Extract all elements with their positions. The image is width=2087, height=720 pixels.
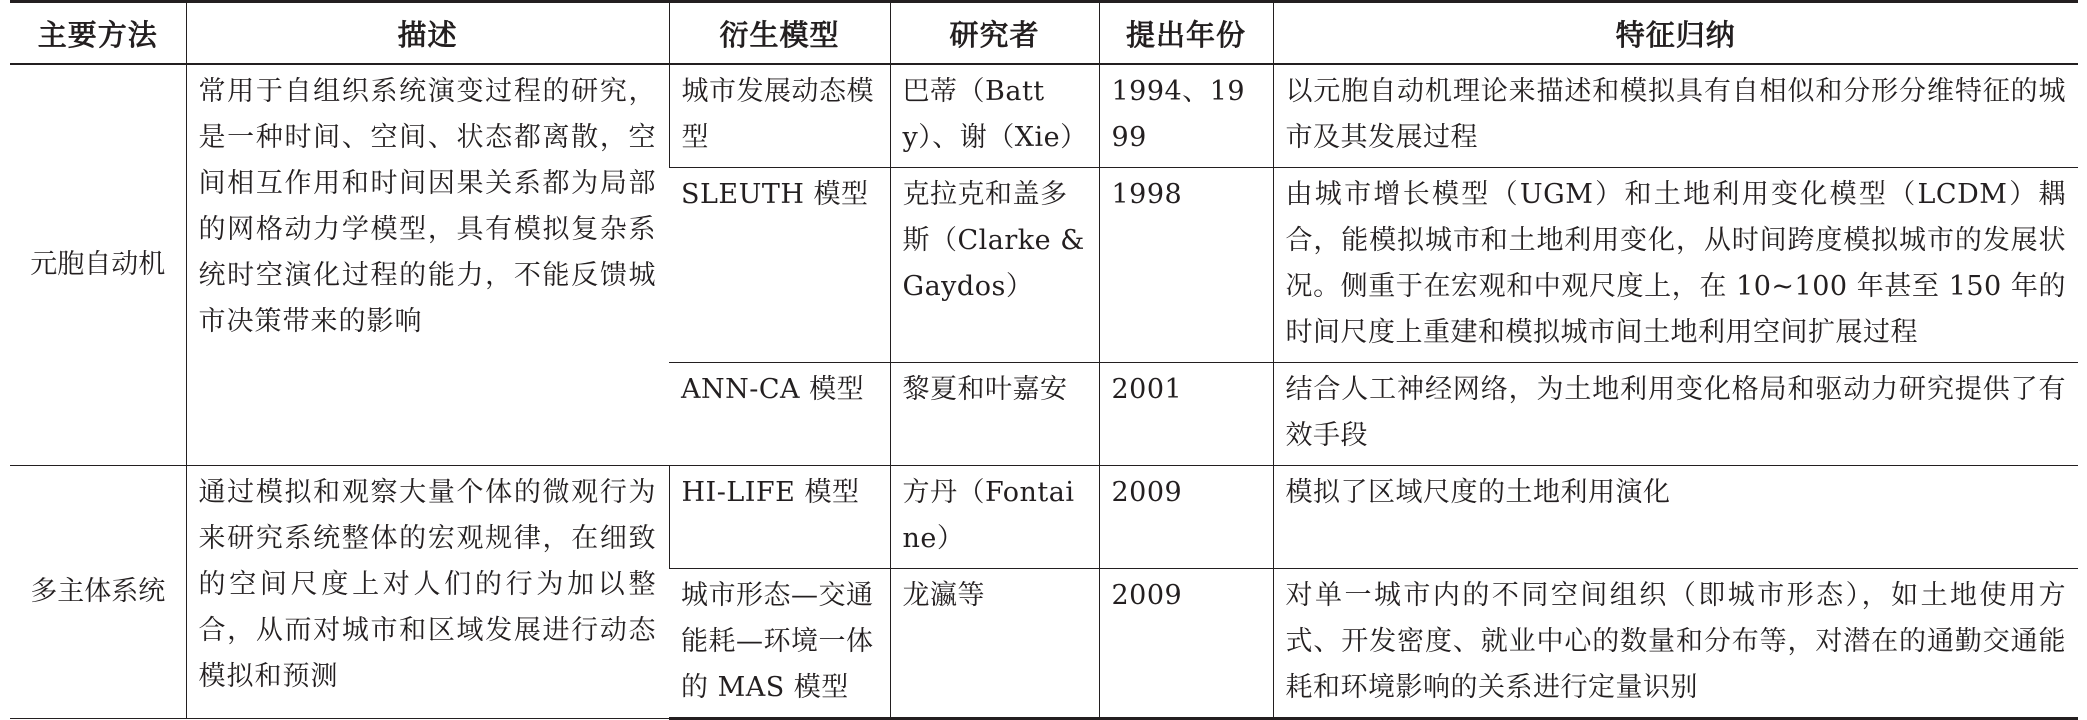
methods-table-container bbox=[10, 0, 2078, 719]
year-cell: 1994、1999 bbox=[1099, 64, 1273, 168]
features-cell: 对单一城市内的不同空间组织（即城市形态），如土地使用方式、开发密度、就业中心的数量和分布等，对潜在的通勤交通能耗和环境影响的关系进行定量识别 bbox=[1273, 569, 2078, 719]
method-cell: 元胞自动机 bbox=[10, 64, 186, 466]
header-year: 提出年份 bbox=[1099, 2, 1273, 65]
header-researcher: 研究者 bbox=[890, 2, 1099, 65]
year-cell: 2009 bbox=[1099, 466, 1273, 569]
model-cell: 城市形态—交通能耗—环境一体的 MAS 模型 bbox=[669, 569, 890, 719]
researcher-cell: 巴蒂（Batty）、谢（Xie） bbox=[890, 64, 1099, 168]
year-cell: 1998 bbox=[1099, 168, 1273, 363]
features-cell: 由城市增长模型（UGM）和土地利用变化模型（LCDM）耦合，能模拟城市和土地利用变化，从时间跨度模拟城市的发展状况。侧重于在宏观和中观尺度上，在 10~100 年甚至 150 年的时间尺度上重建和模拟城市间土地利用空间扩展过程 bbox=[1273, 168, 2078, 363]
researcher-cell: 黎夏和叶嘉安 bbox=[890, 363, 1099, 466]
year-cell: 2001 bbox=[1099, 363, 1273, 466]
model-cell: HI-LIFE 模型 bbox=[669, 466, 890, 569]
year-cell: 2009 bbox=[1099, 569, 1273, 719]
header-derived-model: 衍生模型 bbox=[669, 2, 890, 65]
table-row bbox=[10, 64, 2078, 168]
features-cell: 以元胞自动机理论来描述和模拟具有自相似和分形分维特征的城市及其发展过程 bbox=[1273, 64, 2078, 168]
methods-table bbox=[10, 0, 2078, 720]
features-cell: 模拟了区域尺度的土地利用演化 bbox=[1273, 466, 2078, 569]
header-row bbox=[10, 2, 2078, 65]
description-cell: 通过模拟和观察大量个体的微观行为来研究系统整体的宏观规律，在细致的空间尺度上对人们的行为加以整合，从而对城市和区域发展进行动态模拟和预测 bbox=[186, 466, 669, 719]
method-cell: 多主体系统 bbox=[10, 466, 186, 719]
model-cell: 城市发展动态模型 bbox=[669, 64, 890, 168]
model-cell: ANN-CA 模型 bbox=[669, 363, 890, 466]
researcher-cell: 克拉克和盖多斯（Clarke & Gaydos） bbox=[890, 168, 1099, 363]
header-method: 主要方法 bbox=[10, 2, 186, 65]
header-features: 特征归纳 bbox=[1273, 2, 2078, 65]
table-body bbox=[10, 64, 2078, 719]
table-row bbox=[10, 466, 2078, 569]
researcher-cell: 方丹（Fontaine） bbox=[890, 466, 1099, 569]
header-description: 描述 bbox=[186, 2, 669, 65]
researcher-cell: 龙瀛等 bbox=[890, 569, 1099, 719]
model-cell: SLEUTH 模型 bbox=[669, 168, 890, 363]
table-header bbox=[10, 2, 2078, 65]
description-cell: 常用于自组织系统演变过程的研究，是一种时间、空间、状态都离散，空间相互作用和时间因果关系都为局部的网格动力学模型，具有模拟复杂系统时空演化过程的能力，不能反馈城市决策带来的影响 bbox=[186, 64, 669, 466]
features-cell: 结合人工神经网络，为土地利用变化格局和驱动力研究提供了有效手段 bbox=[1273, 363, 2078, 466]
